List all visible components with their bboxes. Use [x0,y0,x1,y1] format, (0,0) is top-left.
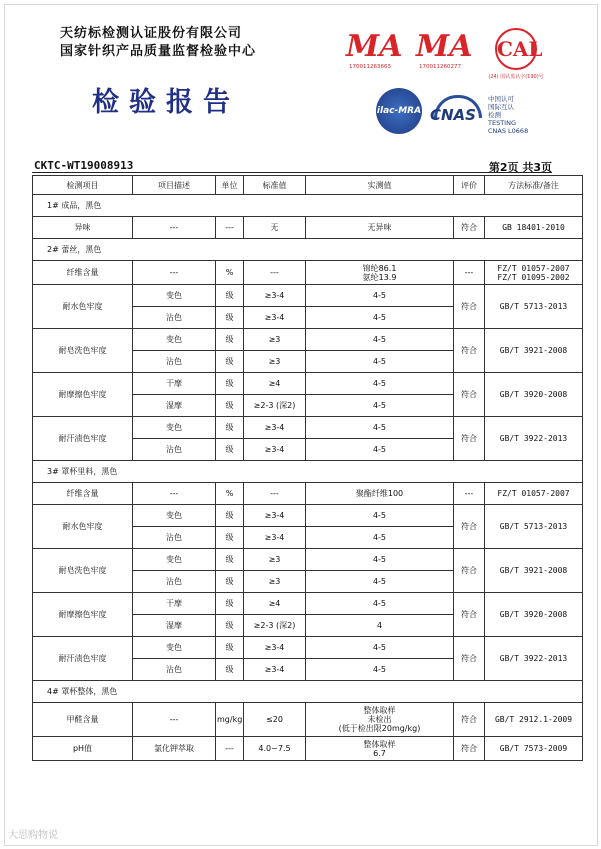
cell-value: 4-5 [306,373,454,395]
cell-unit: 级 [216,307,244,329]
cell-eval: 符合 [454,549,485,593]
cell-desc: 沾色 [133,527,216,549]
cell-desc: 沾色 [133,571,216,593]
cell-unit: 级 [216,571,244,593]
table-row [33,505,583,527]
cnas-caption-line: 国际互认 [488,103,514,111]
cell-unit: 级 [216,351,244,373]
value-line: 未检出 [367,715,392,724]
center-name: 国家针织产品质量监督检验中心 [60,44,257,59]
cell-std: --- [244,261,306,285]
cell-std: ≥3-4 [244,439,306,461]
cell-desc: 沾色 [133,659,216,681]
cell-eval: 符合 [454,737,485,761]
cell-value: 4-5 [306,527,454,549]
col-header: 评价 [454,176,485,195]
cnas-text: CNAS [430,106,476,124]
cnas-caption-line: TESTING [488,119,516,127]
cell-unit: 级 [216,417,244,439]
cell-method: GB/T 3922-2013 [485,637,583,681]
table-row [33,373,583,395]
table-row [33,703,583,737]
cell-std: 4.0~7.5 [244,737,306,761]
cell-std: ≤20 [244,703,306,737]
cell-unit: 级 [216,549,244,571]
cell-eval: 符合 [454,285,485,329]
cell-eval: 符合 [454,329,485,373]
cell-unit: % [216,261,244,285]
cell-eval: 符合 [454,505,485,549]
cell-eval: --- [454,261,485,285]
cell-item: 耐摩擦色牢度 [33,373,133,417]
table-row [33,737,583,761]
cell-desc: 湿摩 [133,395,216,417]
cell-desc: 氯化钾萃取 [133,737,216,761]
section-header: 4# 罩杯整体，黑色 [33,681,583,703]
section-header: 1# 成品，黑色 [33,195,583,217]
cell-value: 4-5 [306,637,454,659]
cell-std: ≥3-4 [244,637,306,659]
cell-unit: --- [216,737,244,761]
cma-number: 170011260277 [419,64,461,70]
cell-std: ≥3 [244,549,306,571]
cell-desc: 变色 [133,505,216,527]
cell-method [485,261,583,285]
cell-desc: 沾色 [133,439,216,461]
cnas-logo [428,95,482,133]
cell-std: ≥3-4 [244,417,306,439]
col-header: 方法标准/备注 [485,176,583,195]
cell-value: 4-5 [306,285,454,307]
cell-item: pH值 [33,737,133,761]
table-header-row [33,176,583,195]
cma-mark: MA [416,29,473,64]
col-header: 标准值 [244,176,306,195]
value-line: 6.7 [373,748,386,758]
cell-value: 聚酯纤维100 [306,483,454,505]
cell-method: GB/T 5713-2013 [485,285,583,329]
cell-item: 耐皂洗色牢度 [33,329,133,373]
cell-std: ≥4 [244,593,306,615]
page-indicator: 第2页 共3页 [488,161,552,174]
cell-desc: --- [133,261,216,285]
cell-unit: 级 [216,329,244,351]
cell-std: ≥3 [244,571,306,593]
header-rule [32,172,552,173]
company-name: 天纺标检测认证股份有限公司 [60,26,243,41]
cell-value: 4-5 [306,351,454,373]
cell-unit: 级 [216,373,244,395]
cell-value [306,703,454,737]
cnas-caption [488,95,528,135]
cell-method: GB/T 3921-2008 [485,329,583,373]
cell-eval: 符合 [454,373,485,417]
table-row [33,329,583,351]
cell-item: 耐水色牢度 [33,285,133,329]
cell-desc: 变色 [133,637,216,659]
cnas-caption-line: CNAS L0668 [488,127,529,135]
cell-value [306,261,454,285]
cell-item: 耐皂洗色牢度 [33,549,133,593]
cma-logo-2 [416,29,473,70]
cell-value: 4-5 [306,307,454,329]
cell-desc: 变色 [133,329,216,351]
cell-eval: --- [454,483,485,505]
cell-value: 4-5 [306,549,454,571]
cell-eval: 符合 [454,703,485,737]
method-line: FZ/T 01095-2002 [497,272,570,282]
cell-eval: 符合 [454,593,485,637]
cell-value: 4-5 [306,505,454,527]
cell-value: 4 [306,615,454,637]
cnas-caption-line: 检测 [488,111,501,119]
cell-item: 异味 [33,217,133,239]
cell-item: 耐汗渍色牢度 [33,637,133,681]
cell-value: 4-5 [306,417,454,439]
cell-std: 无 [244,217,306,239]
value-line: (低于检出限20mg/kg) [338,724,421,733]
cell-std: ≥3-4 [244,527,306,549]
cell-unit: 级 [216,637,244,659]
cell-desc: 干摩 [133,373,216,395]
table-row [33,549,583,571]
cell-value: 4-5 [306,329,454,351]
cell-item: 耐水色牢度 [33,505,133,549]
section-header: 2# 蕾丝，黑色 [33,239,583,261]
cell-std: ≥2-3 (深2) [244,395,306,417]
cell-method: GB/T 3920-2008 [485,373,583,417]
cell-std: ≥3-4 [244,659,306,681]
cell-std: ≥2-3 (深2) [244,615,306,637]
cell-value: 4-5 [306,395,454,417]
cell-desc: 沾色 [133,351,216,373]
table-row [33,483,583,505]
cell-value: 4-5 [306,571,454,593]
value-line: 氨纶13.9 [362,272,397,282]
col-header: 单位 [216,176,244,195]
cnas-caption-line: 中国认可 [488,95,514,103]
cell-unit: 级 [216,593,244,615]
cal-number: (24) 国认监认字(190)号 [488,74,544,80]
cell-item: 耐汗渍色牢度 [33,417,133,461]
cell-unit: 级 [216,659,244,681]
cell-std: --- [244,483,306,505]
cell-eval: 符合 [454,217,485,239]
cal-mark: CAL [495,28,537,70]
report-table [32,175,583,761]
cell-desc: 沾色 [133,307,216,329]
cell-method: GB/T 5713-2013 [485,505,583,549]
cell-item: 纤维含量 [33,483,133,505]
cell-desc: 干摩 [133,593,216,615]
cell-item: 甲醛含量 [33,703,133,737]
cell-desc: 湿摩 [133,615,216,637]
section-header: 3# 罩杯里料，黑色 [33,461,583,483]
cell-value: 无异味 [306,217,454,239]
cell-unit: 级 [216,395,244,417]
cell-value: 4-5 [306,593,454,615]
table-row [33,637,583,659]
cell-unit: 级 [216,615,244,637]
table-row [33,593,583,615]
cell-item: 耐摩擦色牢度 [33,593,133,637]
cell-method: GB/T 3920-2008 [485,593,583,637]
method-line: FZ/T 01057-2007 [497,263,570,273]
value-line: 锦纶86.1 [362,263,397,273]
cell-std: ≥3-4 [244,307,306,329]
cell-method: FZ/T 01057-2007 [485,483,583,505]
table-row [33,261,583,285]
cell-method: GB/T 3922-2013 [485,417,583,461]
cell-desc: --- [133,483,216,505]
col-header: 检测项目 [33,176,133,195]
cell-value: 4-5 [306,439,454,461]
table-row [33,217,583,239]
ilac-mra-logo: ilac-MRA [376,88,422,134]
cell-method: GB/T 2912.1-2009 [485,703,583,737]
cell-desc: 变色 [133,285,216,307]
col-header: 实测值 [306,176,454,195]
table-row [33,285,583,307]
cell-item: 纤维含量 [33,261,133,285]
cell-unit: 级 [216,505,244,527]
cell-method: GB 18401-2010 [485,217,583,239]
cell-std: ≥3 [244,351,306,373]
cell-std: ≥3 [244,329,306,351]
cma-logo-1 [346,29,403,70]
cell-std: ≥4 [244,373,306,395]
cell-unit: 级 [216,439,244,461]
cell-desc: 变色 [133,549,216,571]
watermark: 大思购物说 [8,830,58,841]
cal-logo [488,28,544,80]
page-title: 检验报告 [92,87,240,118]
cell-desc: 变色 [133,417,216,439]
cell-method: GB/T 7573-2009 [485,737,583,761]
cma-mark: MA [346,29,403,64]
cell-unit: mg/kg [216,703,244,737]
cell-unit: --- [216,217,244,239]
cell-method: GB/T 3921-2008 [485,549,583,593]
cell-eval: 符合 [454,637,485,681]
cell-std: ≥3-4 [244,505,306,527]
table-row [33,417,583,439]
col-header: 项目描述 [133,176,216,195]
cell-eval: 符合 [454,417,485,461]
cell-unit: % [216,483,244,505]
cell-unit: 级 [216,285,244,307]
cell-value [306,737,454,761]
cell-desc: --- [133,217,216,239]
value-line: 整体取样 [363,739,396,749]
cell-value: 4-5 [306,659,454,681]
cell-unit: 级 [216,527,244,549]
cma-number: 170011263663 [349,64,391,70]
cell-desc: --- [133,703,216,737]
report-number: CKTC-WT19008913 [34,159,134,172]
value-line: 整体取样 [363,706,396,715]
cell-std: ≥3-4 [244,285,306,307]
